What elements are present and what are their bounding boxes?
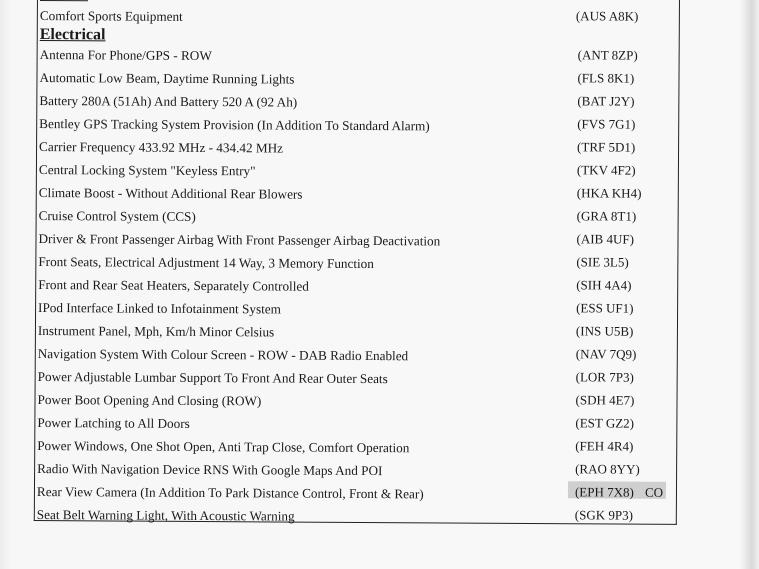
table-row	[36, 300, 677, 326]
option-name: Carrier Frequency 433.92 MHz - 434.42 MHz	[39, 139, 284, 156]
option-code: (SIE 3L5)	[576, 254, 629, 270]
table-row	[36, 323, 677, 349]
table-row	[38, 8, 679, 34]
option-code: (RAO 8YY)	[575, 461, 640, 477]
option-code: (HKA KH4)	[576, 185, 642, 201]
option-name: Comfort Sports Equipment	[39, 8, 183, 24]
option-name: Climate Boost - Without Additional Rear Blowers	[38, 185, 303, 202]
table-row	[36, 231, 677, 257]
option-name: Instrument Panel, Mph, Km/h Minor Celsius	[37, 323, 275, 340]
option-code: (INS U5B)	[575, 323, 634, 339]
option-name: Radio With Navigation Device RNS With Google Maps And POI	[37, 461, 383, 479]
table-row	[37, 70, 678, 96]
table-row	[35, 438, 676, 464]
table-row	[36, 369, 677, 395]
option-name: Bentley GPS Tracking System Provision (In Addition To Standard Alarm)	[39, 116, 430, 134]
option-name: Power Latching to All Doors	[37, 415, 190, 431]
option-code: (EPH 7X8)	[574, 484, 634, 500]
section-heading-cut-off	[40, 0, 88, 4]
table-row	[35, 415, 676, 441]
option-name: Antenna For Phone/GPS - ROW	[39, 47, 212, 64]
option-name: Navigation System With Colour Screen - ROW - DAB Radio Enabled	[37, 346, 409, 364]
table-row	[36, 254, 677, 280]
option-code: (LOR 7P3)	[575, 369, 634, 385]
table-row	[36, 277, 677, 303]
section-title: Electrical	[39, 26, 106, 44]
option-name: Battery 280A (51Ah) And Battery 520 A (92 Ah)	[39, 93, 298, 110]
option-code: (AIB 4UF)	[576, 231, 634, 247]
option-code: (ANT 8ZP)	[577, 47, 638, 63]
table-row	[36, 346, 677, 372]
option-code: (GRA 8T1)	[576, 208, 637, 224]
option-name: IPod Interface Linked to Infotainment System	[38, 300, 281, 317]
table-row	[35, 392, 676, 418]
option-name: Central Locking System "Keyless Entry"	[38, 162, 256, 179]
option-name: Rear View Camera (In Addition To Park Distance Control, Front & Rear)	[36, 484, 424, 502]
option-code: (NAV 7Q9)	[575, 346, 637, 362]
handwritten-note: CO	[644, 484, 664, 500]
option-code: (FLS 8K1)	[577, 70, 635, 86]
option-name: Front Seats, Electrical Adjustment 14 Way, 3 Memory Function	[38, 254, 374, 272]
option-name: Power Boot Opening And Closing (ROW)	[37, 392, 262, 409]
option-code: (FVS 7G1)	[577, 116, 636, 132]
option-code: (EST GZ2)	[575, 415, 635, 431]
option-name: Seat Belt Warning Light, With Acoustic Warning	[36, 507, 295, 524]
options-table	[34, 0, 680, 525]
option-code: (SIH 4A4)	[576, 277, 632, 293]
table-row	[37, 162, 678, 188]
table-row	[37, 208, 678, 234]
option-name: Cruise Control System (CCS)	[38, 208, 196, 224]
option-code: (BAT J2Y)	[577, 93, 635, 109]
option-code: (SGK 9P3)	[574, 507, 634, 523]
option-code: (TRF 5D1)	[577, 139, 636, 155]
table-row	[37, 93, 678, 119]
option-name: Power Adjustable Lumbar Support To Front And Rear Outer Seats	[37, 369, 388, 387]
option-name: Front and Rear Seat Heaters, Separately Controlled	[38, 277, 309, 294]
table-row	[37, 185, 678, 211]
table-row	[35, 484, 676, 510]
table-row	[38, 47, 679, 73]
option-code: (FEH 4R4)	[575, 438, 634, 454]
table-row	[37, 116, 678, 142]
table-row	[37, 139, 678, 165]
option-name: Automatic Low Beam, Daytime Running Lights	[39, 70, 295, 87]
table-row	[35, 507, 676, 533]
option-code: (SDH 4E7)	[575, 392, 635, 408]
option-name: Driver & Front Passenger Airbag With Front Passenger Airbag Deactivation	[38, 231, 441, 249]
option-code: (ESS UF1)	[576, 300, 634, 316]
option-code: (TKV 4F2)	[576, 162, 636, 178]
option-name: Power Windows, One Shot Open, Anti Trap Close, Comfort Operation	[37, 438, 410, 456]
option-code: (AUS A8K)	[575, 8, 639, 24]
